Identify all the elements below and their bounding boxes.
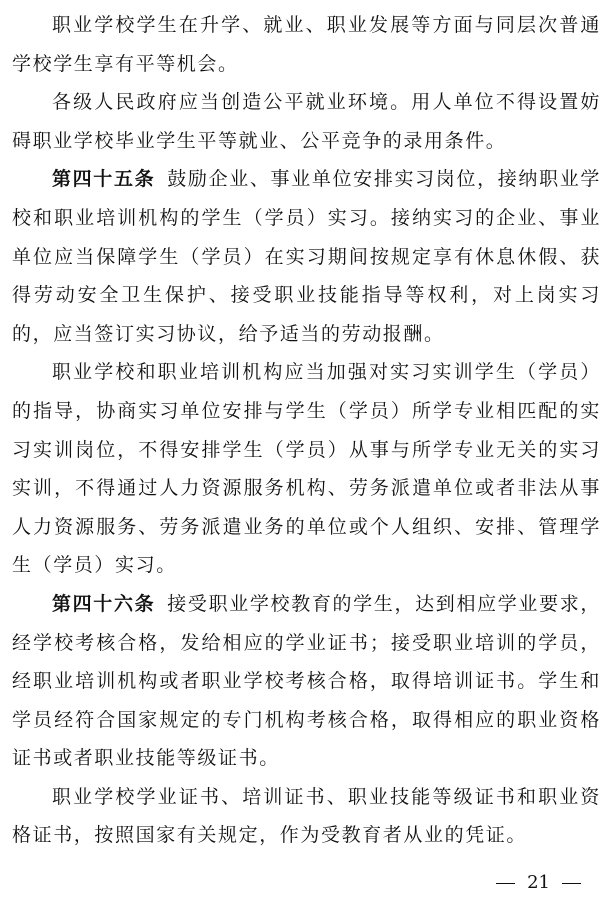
article-number: 第四十六条 (52, 592, 156, 615)
paragraph-4 (12, 353, 601, 585)
article-45-paragraph (12, 160, 601, 353)
article-46-paragraph (12, 585, 601, 778)
paragraph-text: 各级人民政府应当创造公平就业环境。用人单位不得设置妨碍职业学校毕业学生平等就业、公平竞争的录用条件。 (12, 91, 601, 152)
paragraph-6 (12, 778, 601, 855)
paragraph-1 (12, 6, 601, 83)
paragraph-text: 接受职业学校教育的学生，达到相应学业要求，经学校考核合格，发给相应的学业证书；接受职业培训的学员，经职业培训机构或者职业学校考核合格，取得培训证书。学生和学员经符合国家规定的专门机构考核合格，取得相应的职业资格证书或者职业技能等级证书。 (12, 592, 601, 770)
page-number: 21 (527, 872, 550, 893)
article-number: 第四十五条 (52, 168, 156, 191)
paragraph-text: 职业学校学业证书、培训证书、职业技能等级证书和职业资格证书，按照国家有关规定，作为受教育者从业的凭证。 (12, 785, 601, 847)
page-number-dash-right (562, 883, 581, 884)
paragraph-text: 职业学校学生在升学、就业、职业发展等方面与同层次普通学校学生享有平等机会。 (12, 14, 601, 75)
paragraph-2 (12, 83, 601, 160)
page-number-dash-left (496, 883, 515, 884)
paragraph-text: 职业学校和职业培训机构应当加强对实习实训学生（学员）的指导，协商实习单位安排与学生（学员）所学专业相匹配的实习实训岗位，不得安排学生（学员）从事与所学专业无关的实习实训，不得通过人力资源服务机构、劳务派遣单位或者非法从事人力资源服务、劳务派遣业务的单位或个人组织、安排、管理学生（学员）实习。 (12, 361, 601, 577)
page-footer (496, 871, 581, 895)
paragraph-text: 鼓励企业、事业单位安排实习岗位，接纳职业学校和职业培训机构的学生（学员）实习。接纳实习的企业、事业单位应当保障学生（学员）在实习期间按规定享有休息休假、获得劳动安全卫生保护、接受职业技能指导等权利，对上岗实习的，应当签订实习协议，给予适当的劳动报酬。 (12, 168, 601, 345)
